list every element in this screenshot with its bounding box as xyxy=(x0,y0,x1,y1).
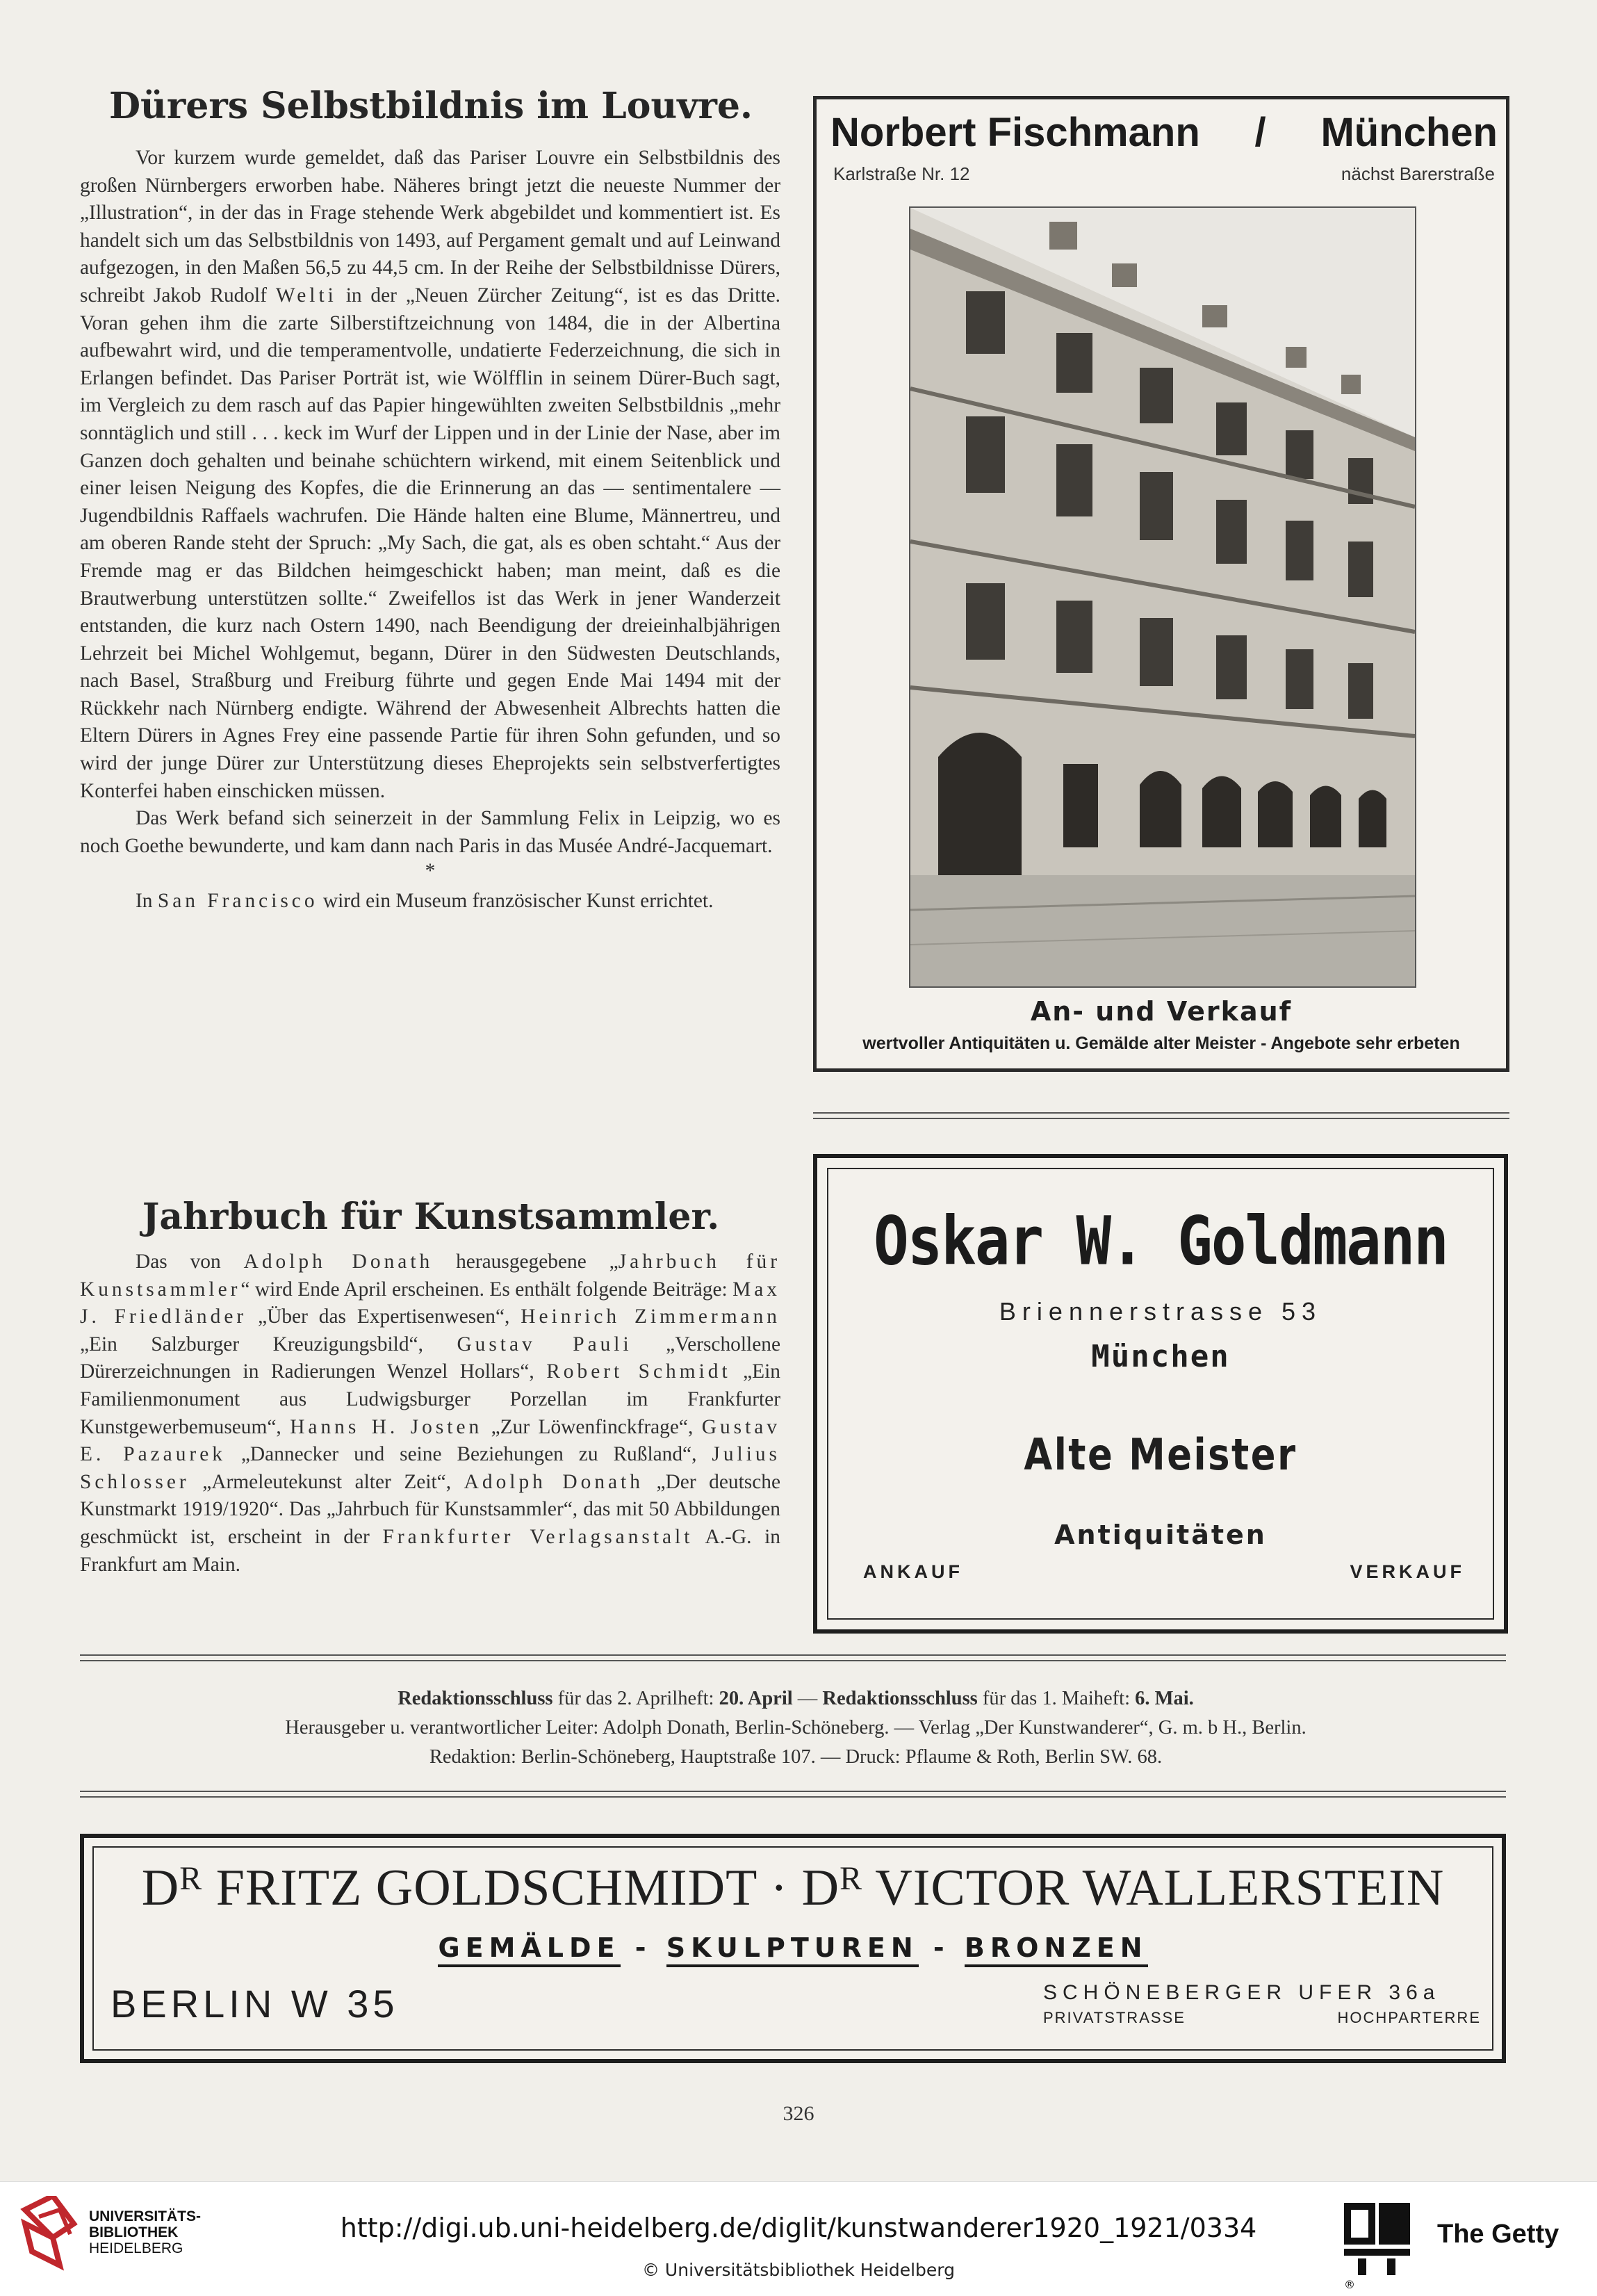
article-paragraph xyxy=(80,145,780,805)
text-span: „Der deutsche Kunstmarkt 1919/1920“. Das „Jahrbuch für Kunstsammler“, das mit 50 Abbildungen geschmückt ist, erscheint in der xyxy=(80,1470,780,1548)
ad-goldschmidt-city: BERLIN W 35 xyxy=(110,1982,399,2026)
imprint-bold: Redaktionsschluss xyxy=(822,1688,978,1709)
text-span: „Ein Familienmonument aus Ludwigsburger Porzellan im Frankfurter Kunstgewerbemuseum“, xyxy=(80,1360,780,1438)
address-subline xyxy=(1043,2009,1481,2027)
spaced-name: Gustav E. Pazaurek xyxy=(80,1415,780,1466)
dealer-street: Karlstraße Nr. 12 xyxy=(833,163,970,184)
text-span: in der „Neuen Zürcher Zeitung“, ist es das Dritte. Voran gehen ihm die zarte Silberstiftzeichnung von 1484, die in der Albertina aufbewahrt wird, und die temperamentvolle, undatierte Federzeichnung, die sich in Erlangen befindet. Das Pariser Porträt ist, wie Wölfflin in seinem Dürer-Buch sagt, im Vergleich zu dem rasch auf das Papier hingewühlten zweiten Selbstbildnis „mehr sonntäglich und still . . . keck im Wurf der Lippen und in der Linie der Nase, aber im Ganzen doch gehalten und beinahe schüchtern wirkend, mit einem Seitenblick und einer leisen Neigung des Kopfes, die die Erinnerung an das — sentimentalere — Jugendbildnis Raffaels wachrufen. Die Hände halten eine Blume, Männertreu, und am oberen Rande steht der Spruch: „My Sach, die gat, als es oben schtaht.“ Aus der Fremde mag er das Bildchen heimgeschickt haben; man meint, daß es die Brautwerbung unterstützen sollte.“ Zweifellos ist das Werk in jener Wanderzeit entstanden, die kurz nach Ostern 1490, nach Beendigung der dreieinhalbjährigen Lehrzeit bei Michel Wohlgemut, begann, Dürer in den Südwesten Deutschlands, nach Basel, Straßburg und Freiburg führte und gegen Ende Mai 1494 mit der Rückkehr nach Nürnberg endigte. Während der Abwesenheit Albrechts hatten die Eltern Dürers in Agnes Frey eine passende Partie für ihren Sohn gefunden, und so wird der junge Dürer zur Unterstützung dieses Eheprojekts sein selbstverfertigtes Konterfei haben einschicken müssen. xyxy=(80,284,780,802)
dealer-name: VICTOR WALLERSTEIN xyxy=(875,1859,1445,1916)
imprint-bold: 20. April xyxy=(719,1688,793,1709)
text-span: wird ein Museum französischer Kunst errichtet. xyxy=(322,890,714,913)
divider-rule xyxy=(80,1654,1506,1661)
title-dr-sup: R xyxy=(840,1860,863,1897)
spaced-name: Hanns H. Josten xyxy=(290,1415,483,1438)
getty-logo-icon[interactable] xyxy=(1344,2203,1420,2283)
divider-rule xyxy=(80,1791,1506,1798)
ad-goldmann-specialty: Alte Meister xyxy=(1024,1429,1297,1480)
university-name-line: HEIDELBERG xyxy=(89,2240,183,2256)
text-span: „Verschollene Dürerzeichnungen in Radierungen Wenzel Hollars“, xyxy=(80,1333,780,1383)
ad-goldmann-name: Oskar W. Goldmann xyxy=(874,1201,1448,1280)
ad-goldschmidt xyxy=(80,1834,1506,2063)
article-paragraph: Das Werk befand sich seinerzeit in der Sammlung Felix in Leipzig, wo es noch Goethe bewunderte, und kam dann nach Paris in das Musée André-Jacquemart. xyxy=(80,807,780,857)
ad-fischmann-title xyxy=(830,109,1498,156)
article-title-duerer: Dürers Selbstbildnis im Louvre. xyxy=(108,85,753,127)
ad-goldmann-city: München xyxy=(1091,1339,1230,1374)
article-paragraph xyxy=(80,888,780,915)
category-separator: - xyxy=(634,1932,652,1963)
ad-fischmann-address xyxy=(833,163,1495,185)
spaced-name: San Francisco xyxy=(157,890,318,913)
imprint-editorial: Redaktion: Berlin-Schöneberg, Hauptstraße 107. — Druck: Pflaume & Roth, Berlin SW. 68. xyxy=(429,1746,1163,1768)
spaced-name: Welti xyxy=(275,284,337,307)
imprint-text: für das 2. Aprilheft: xyxy=(557,1688,714,1709)
separator-star: * xyxy=(425,860,436,883)
dealer-near: nächst Barerstraße xyxy=(1341,163,1495,184)
spaced-name: Gustav Pauli xyxy=(457,1333,632,1355)
spaced-name: Robert Schmidt xyxy=(546,1360,731,1383)
address-line: SCHÖNEBERGER UFER 36a xyxy=(1043,1981,1441,2004)
title-dr-sup: R xyxy=(179,1860,203,1897)
text-span: Vor kurzem wurde gemeldet, daß das Pariser Louvre ein Selbstbildnis des großen Nürnbergers erworben habe. Näheres bringt jetzt die neueste Nummer der „Illustration“, in der das in Frage stehende Werk abgebildet und kommentiert ist. Es handelt sich um das Selbstbildnis von 1493, auf Pergament gemalt und auf Leinwand aufgezogen, in den Maßen 56,5 zu 44,5 cm. In der Reihe der Selbstbildnisse Dürers, schreibt Jakob Rudolf xyxy=(80,147,780,307)
copyright-notice: © Universitätsbibliothek Heidelberg xyxy=(641,2260,955,2280)
article-body-jahrbuch xyxy=(80,1248,780,1579)
address-part: HOCHPARTERRE xyxy=(1337,2009,1481,2026)
category: SKULPTUREN xyxy=(666,1932,919,1967)
ad-goldmann-street: Briennerstrasse 53 xyxy=(999,1297,1322,1326)
getty-wordmark[interactable]: The Getty xyxy=(1437,2220,1559,2249)
text-span: Das von xyxy=(136,1251,221,1273)
text-span: In xyxy=(136,890,153,913)
text-span: „Ein Salzburger Kreuzigungsbild“, xyxy=(80,1333,423,1355)
imprint-text: — xyxy=(797,1688,818,1709)
address-part: PRIVATSTRASSE xyxy=(1043,2009,1186,2026)
title-dr: D xyxy=(141,1859,180,1916)
page-number: 326 xyxy=(783,2102,814,2125)
ad-goldschmidt-names xyxy=(84,1859,1502,1918)
article-title-jahrbuch: Jahrbuch für Kunstsammler. xyxy=(142,1196,720,1238)
spaced-name: Adolph Donath xyxy=(243,1251,434,1273)
ad-fischmann-trade: An- und Verkauf xyxy=(1030,996,1293,1027)
text-span: „Zur Löwenfinckfrage“, xyxy=(491,1415,694,1438)
spaced-name: Adolph Donath xyxy=(464,1470,644,1493)
building-photo xyxy=(909,206,1416,988)
divider-rule xyxy=(813,1112,1509,1119)
ad-goldmann-verkauf: VERKAUF xyxy=(1350,1561,1465,1582)
text-span: herausgegebene „ xyxy=(456,1251,619,1273)
registered-mark: ® xyxy=(1344,2278,1355,2291)
imprint-bold: 6. Mai. xyxy=(1135,1688,1194,1709)
text-span: “ wird Ende April erscheinen. Es enthält folgende Beiträge: xyxy=(240,1278,728,1301)
imprint-deadline xyxy=(80,1688,1512,1710)
permalink-url[interactable]: http://digi.ub.uni-heidelberg.de/diglit/kunstwanderer1920_1921/0334 xyxy=(340,2213,1257,2243)
spaced-name: Heinrich Zimmermann xyxy=(521,1305,780,1328)
title-slash: / xyxy=(1254,110,1266,155)
spaced-name: Frankfurter Verlagsanstalt xyxy=(382,1525,694,1548)
category: BRONZEN xyxy=(965,1932,1148,1967)
name-separator: · xyxy=(770,1859,789,1916)
imprint-text: für das 1. Maiheft: xyxy=(982,1688,1130,1709)
ad-fischmann xyxy=(813,96,1509,1072)
spaced-name: Max J. Friedländer xyxy=(80,1278,780,1328)
dealer-name: FRITZ GOLDSCHMIDT xyxy=(215,1859,757,1916)
category: GEMÄLDE xyxy=(438,1932,620,1967)
text-span: „Armeleutekunst alter Zeit“, xyxy=(202,1470,452,1493)
spaced-name: Jahrbuch für Kunstsammler xyxy=(80,1251,780,1301)
ad-goldmann xyxy=(813,1154,1508,1634)
viewer-footer xyxy=(0,2181,1597,2296)
ad-goldschmidt-address xyxy=(1043,1981,1481,2027)
university-name-line: BIBLIOTHEK xyxy=(89,2224,179,2240)
ad-goldmann-ankauf: ANKAUF xyxy=(863,1561,963,1582)
title-dr: D xyxy=(801,1859,840,1916)
article-body-duerer xyxy=(80,145,780,915)
text-span: „Dannecker und seine Beziehungen zu Rußland“, xyxy=(240,1443,697,1466)
building-illustration xyxy=(910,208,1415,986)
article-paragraph xyxy=(80,1248,780,1579)
ad-goldmann-sub: Antiquitäten xyxy=(1054,1520,1267,1550)
imprint-bold: Redaktionsschluss xyxy=(398,1688,553,1709)
imprint-publisher: Herausgeber u. verantwortlicher Leiter: Adolph Donath, Berlin-Schöneberg. — Verlag „Der Kunstwanderer“, G. m. b H., Berlin. xyxy=(285,1717,1307,1739)
text-span: „Über das Expertisenwesen“, xyxy=(258,1305,510,1328)
spaced-name: Julius Schlosser xyxy=(80,1443,780,1493)
ad-fischmann-tagline: wertvoller Antiquitäten u. Gemälde alter Meister - Angebote sehr erbeten xyxy=(862,1034,1460,1053)
category-separator: - xyxy=(933,1932,950,1963)
ad-goldschmidt-categories xyxy=(84,1932,1502,1963)
text-span: A.-G. in Frankfurt am Main. xyxy=(80,1525,780,1576)
dealer-name: Norbert Fischmann xyxy=(830,110,1200,155)
dealer-city: München xyxy=(1320,110,1498,155)
university-name-line: UNIVERSITÄTS- xyxy=(89,2208,202,2224)
